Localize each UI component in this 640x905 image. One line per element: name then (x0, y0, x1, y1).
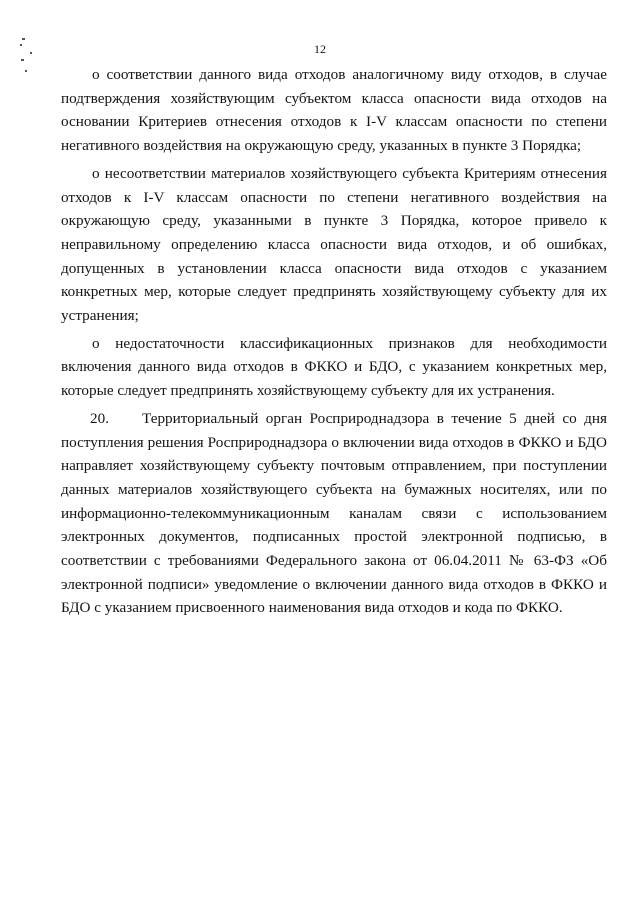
paragraph-conformity-analog: о соответствии данного вида отходов аналогичному виду отходов, в случае подтверждения хозяйствующим субъектом класса опасности вида отходов на основании Критериев отнесения отходов к I-V классам опасности по степени негативного воздействия на окружающую среду, указанных в пункте 3 Порядка; (61, 66, 607, 155)
scan-artifact-mark (21, 59, 24, 61)
scan-artifact-mark (25, 70, 27, 72)
item-text: Территориальный орган Росприроднадзора в течение 5 дней со дня поступления решения Росприроднадзора о включении вида отходов в ФККО и БДО направляет хозяйствующему субъекту почтовым отправлением, при поступлении данных материалов хозяйствующего субъекта на бумажных носителях, или по информационно-телекоммуникационным каналам связи с использованием электронных документов, подписанных простой электронной подписью, в соответствии с требованиями Федерального закона от 06.04.2011 № 63-ФЗ «Об электронной подписи» уведомление о включении данного вида отходов в ФККО и БДО с указанием присвоенного наименования вида отходов и кода по ФККО. (61, 409, 607, 617)
paragraph-nonconformity-criteria: о несоответствии материалов хозяйствующего субъекта Критериям отнесения отходов к I-V классам опасности по степени негативного воздействия на окружающую среду, указанными в пункте 3 Порядка, которое привело к неправильному определению класса опасности вида отходов, и об ошибках, допущенных в установлении класса опасности вида отходов с указанием конкретных мер, которые следует предпринять хозяйствующему субъекту для их устранения; (61, 164, 607, 325)
numbered-item-20 (61, 407, 607, 620)
document-body (61, 63, 607, 624)
paragraph-insufficient-features: о недостаточности классификационных признаков для необходимости включения данного вида отходов в ФККО и БДО, с указанием конкретных мер, которые следует предпринять хозяйствующему субъекту для их устранения. (61, 334, 607, 400)
item-number: 20. (90, 409, 109, 427)
scan-artifact-mark (22, 38, 25, 40)
page-number: 12 (314, 42, 326, 56)
